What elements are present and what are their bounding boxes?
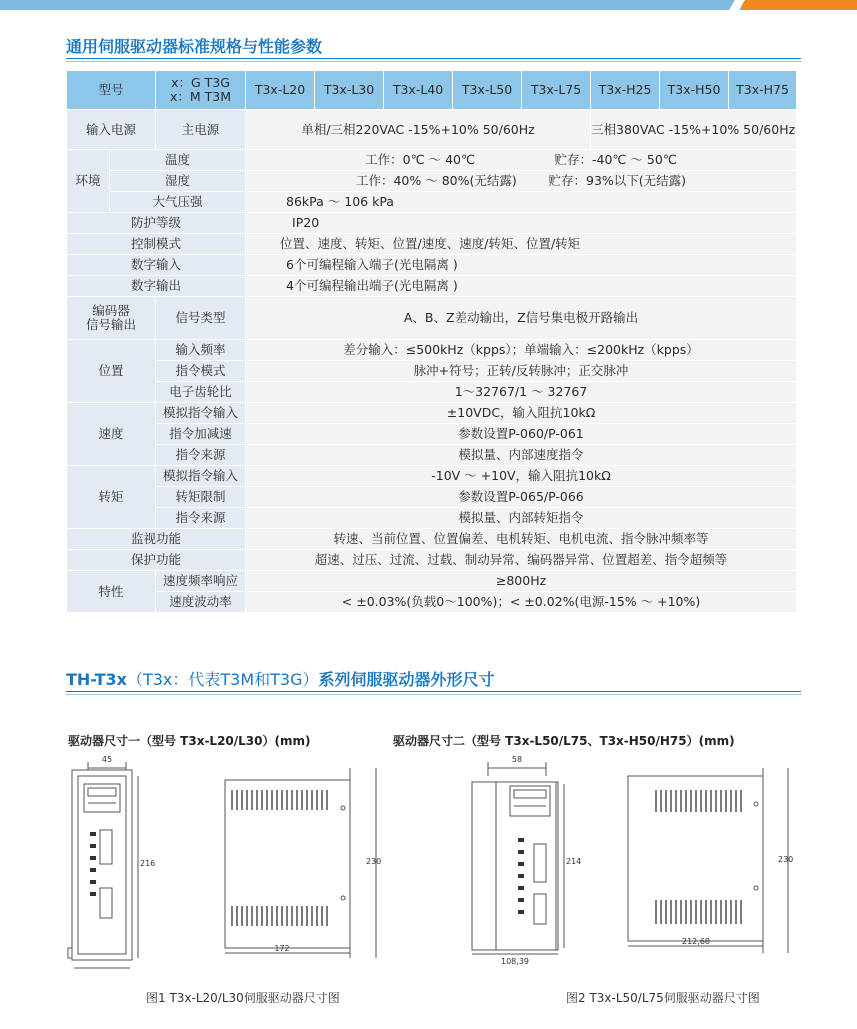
title-rule-light [66,61,801,62]
table-row [67,234,797,255]
encoder-value: A、B、Z差动输出，Z信号集电极开路输出 [246,297,797,340]
dim-front-width-label: 108,39 [501,957,529,966]
terminal-pin [518,874,524,878]
section-title-rest: 系列伺服驱动器外形尺寸 [318,670,495,689]
dim-height-side-label: 230 [778,855,794,864]
front-view-outline [72,770,132,960]
row-label: 输入频率 [156,340,246,361]
terminal-pin [518,838,524,842]
encoder-sub-label: 信号类型 [156,297,246,340]
temp-value: 工作：0℃ ～ 40℃ 贮存：-40℃ ～ 50℃ [246,150,797,171]
table-row [67,529,797,550]
power-label: 输入电源 [67,110,156,150]
section-title-dimensions [66,667,495,690]
terminal-pin [90,856,96,860]
row-value: 差分输入：≤500kHz（kpps）；单端输入：≤200kHz（kpps） [246,340,797,361]
dim-width-label: 58 [511,755,523,764]
row-label: 数字输出 [67,276,246,297]
terminal-pin [90,868,96,872]
table-row [67,150,797,171]
mount-tab [68,948,72,958]
row-label: 指令来源 [156,445,246,466]
table-row [67,255,797,276]
variant-line-2: x：M T3M [170,89,232,104]
humid-value: 工作：40% ～ 80%(无结露) 贮存：93%以下(无结露) [246,171,797,192]
row-value: 参数设置P-065/P-066 [246,487,797,508]
terminal-pin [518,898,524,902]
table-row [67,466,797,487]
table-row [67,192,797,213]
row-label: 模拟指令输入 [156,403,246,424]
encoder-label-line-2: 信号输出 [86,317,137,332]
power-h-value: 三相380VAC -15%+10% 50/60Hz [591,110,797,150]
model-col: T3x-H50 [660,71,729,110]
model-col: T3x-L20 [246,71,315,110]
row-value: 参数设置P-060/P-061 [246,424,797,445]
model-col: T3x-H25 [591,71,660,110]
fig1-drawing [60,748,390,973]
terminal-pin [90,880,96,884]
table-row [67,487,797,508]
row-value: 模拟量、内部转矩指令 [246,508,797,529]
dim-height-side-label: 230 [366,857,382,866]
section-title-paren: （T3x：代表T3M和T3G） [126,670,319,689]
title-rule [66,691,801,692]
row-label: 速度波动率 [156,592,246,613]
table-row [67,276,797,297]
row-label: 防护等级 [67,213,246,234]
dim-depth-label: 172 [274,944,290,953]
encoder-label [67,297,156,340]
row-value: 1～32767/1 ～ 32767 [246,382,797,403]
row-value: 4个可编程输出端子(光电隔离 ) [246,276,797,297]
dim-height-front-label: 214 [566,857,582,866]
table-row [67,571,797,592]
protect-label: 保护功能 [67,550,246,571]
top-accent-bar [742,0,857,10]
section-title-bold: TH-T3x [66,670,127,689]
pressure-label: 大气压强 [110,192,246,213]
terminal-pin [90,892,96,896]
power-sub-label: 主电源 [156,110,246,150]
row-value: -10V ～ +10V，输入阻抗10kΩ [246,466,797,487]
terminal-pin [518,886,524,890]
row-value: IP20 [246,213,797,234]
table-row [67,297,797,340]
model-col: T3x-L75 [522,71,591,110]
table-header-row [67,71,797,110]
row-value: 脉冲+符号；正转/反转脉冲；正交脉冲 [246,361,797,382]
model-col: T3x-L50 [453,71,522,110]
model-col: T3x-L40 [384,71,453,110]
front-view-outline [472,782,558,950]
model-col: T3x-L30 [315,71,384,110]
row-value: 6个可编程输入端子(光电隔离 ) [246,255,797,276]
row-label: 电子齿轮比 [156,382,246,403]
table-row [67,110,797,150]
variant-line-1: x：G T3G [171,75,230,90]
table-row [67,592,797,613]
table-row [67,340,797,361]
terminal-pin [518,910,524,914]
fig1-caption: 图1 T3x-L20/L30伺服驱动器尺寸图 [146,991,340,1005]
row-value: < ±0.03%(负载0～100%)；< ±0.02%(电源-15% ～ +10%) [246,592,797,613]
terminal-pin [90,844,96,848]
terminal-pin [518,850,524,854]
table-row [67,213,797,234]
table-row [67,171,797,192]
temp-label: 温度 [110,150,246,171]
terminal-pin [90,832,96,836]
speed-label: 速度 [67,403,156,466]
dim-depth-label: 212,68 [682,937,710,946]
fig2-title: 驱动器尺寸二（型号 T3x-L50/L75、T3x-H50/H75）(mm) [393,734,735,748]
torque-label: 转矩 [67,466,156,529]
terminal-pin [518,862,524,866]
variant-cell [156,71,246,110]
fig2-caption: 图2 T3x-L50/L75伺服驱动器尺寸图 [566,991,760,1005]
row-label: 指令来源 [156,508,246,529]
position-label: 位置 [67,340,156,403]
pressure-value: 86kPa ～ 106 kPa [246,192,797,213]
table-row [67,382,797,403]
encoder-label-line-1: 编码器 [92,303,130,318]
fig1-title: 驱动器尺寸一（型号 T3x-L20/L30）(mm) [68,734,311,748]
table-row [67,508,797,529]
humid-label: 湿度 [110,171,246,192]
row-label: 数字输入 [67,255,246,276]
monitor-label: 监视功能 [67,529,246,550]
dim-height-front-label: 216 [140,859,156,868]
title-rule-light [66,694,801,695]
row-value: 模拟量、内部速度指令 [246,445,797,466]
row-label: 指令加减速 [156,424,246,445]
table-row [67,445,797,466]
row-value: ±10VDC，输入阻抗10kΩ [246,403,797,424]
env-label: 环境 [67,150,110,213]
row-value: ≥800Hz [246,571,797,592]
row-label: 模拟指令输入 [156,466,246,487]
section-title-specs [66,34,322,57]
row-label: 速度频率响应 [156,571,246,592]
row-value: 位置、速度、转矩、位置/速度、速度/转矩、位置/转矩 [246,234,797,255]
table-row [67,361,797,382]
spec-table [66,70,797,613]
features-label: 特性 [67,571,156,613]
row-label: 转矩限制 [156,487,246,508]
section-title-text: 通用伺服驱动器标准规格与性能参数 [66,37,323,56]
row-label: 控制模式 [67,234,246,255]
power-l-value: 单相/三相220VAC -15%+10% 50/60Hz [246,110,591,150]
title-rule [66,58,801,59]
model-col: T3x-H75 [729,71,797,110]
monitor-value: 转速、当前位置、位置偏差、电机转矩、电机电流、指令脉冲频率等 [246,529,797,550]
dim-width-label: 45 [101,755,113,764]
protect-value: 超速、过压、过流、过载、制动异常、编码器异常、位置超差、指令超频等 [246,550,797,571]
fig2-drawing [460,748,800,973]
table-row [67,550,797,571]
table-row [67,403,797,424]
row-label: 指令模式 [156,361,246,382]
model-label: 型号 [67,71,156,110]
table-row [67,424,797,445]
